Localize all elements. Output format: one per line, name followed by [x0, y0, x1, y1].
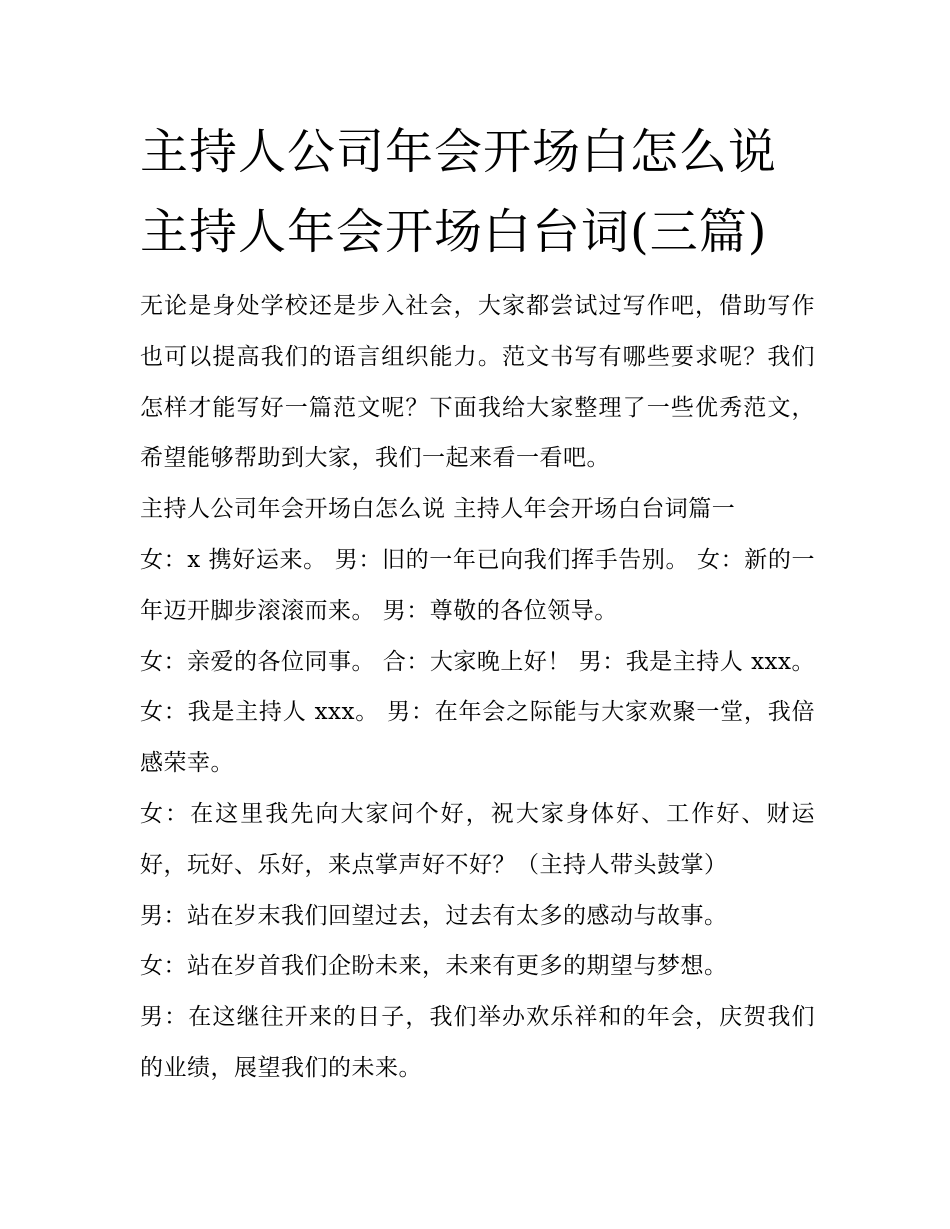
dialogue-paragraph: 女：x 携好运来。 男：旧的一年已向我们挥手告别。 女：新的一年迈开脚步滚滚而来。 男：尊敬的各位领导。: [140, 546, 815, 624]
dialogue-paragraph: 男：在这继往开来的日子，我们举办欢乐祥和的年会，庆贺我们的业绩，展望我们的未来。: [140, 1004, 815, 1081]
intro-paragraph: 无论是身处学校还是步入社会，大家都尝试过写作吧，借助写作也可以提高我们的语言组织能力。范文书写有哪些要求呢？我们怎样才能写好一篇范文呢？下面我给大家整理了一些优秀范文，希望能够帮助到大家，我们一起来看一看吧。: [140, 293, 815, 472]
document-body: [140, 281, 815, 1094]
dialogue-paragraph: 男：站在岁末我们回望过去，过去有太多的感动与故事。: [140, 902, 728, 929]
title-line-1: 主持人公司年会开场白怎么说: [140, 124, 778, 180]
dialogue-paragraph: 女：亲爱的各位同事。 合：大家晚上好！ 男：我是主持人 xxx。 女：我是主持人 xxx。 男：在年会之际能与大家欢聚一堂，我倍感荣幸。: [140, 648, 815, 777]
dialogue-paragraph: 女：在这里我先向大家问个好，祝大家身体好、工作好、财运好，玩好、乐好，来点掌声好不好？（主持人带头鼓掌）: [140, 800, 815, 878]
dialogue-paragraph: 女：站在岁首我们企盼未来，未来有更多的期望与梦想。: [140, 953, 728, 980]
document-title: [140, 112, 820, 272]
section-heading: 主持人公司年会开场白怎么说 主持人年会开场白台词篇一: [140, 496, 736, 523]
title-line-2: 主持人年会开场白台词(三篇): [140, 204, 768, 260]
